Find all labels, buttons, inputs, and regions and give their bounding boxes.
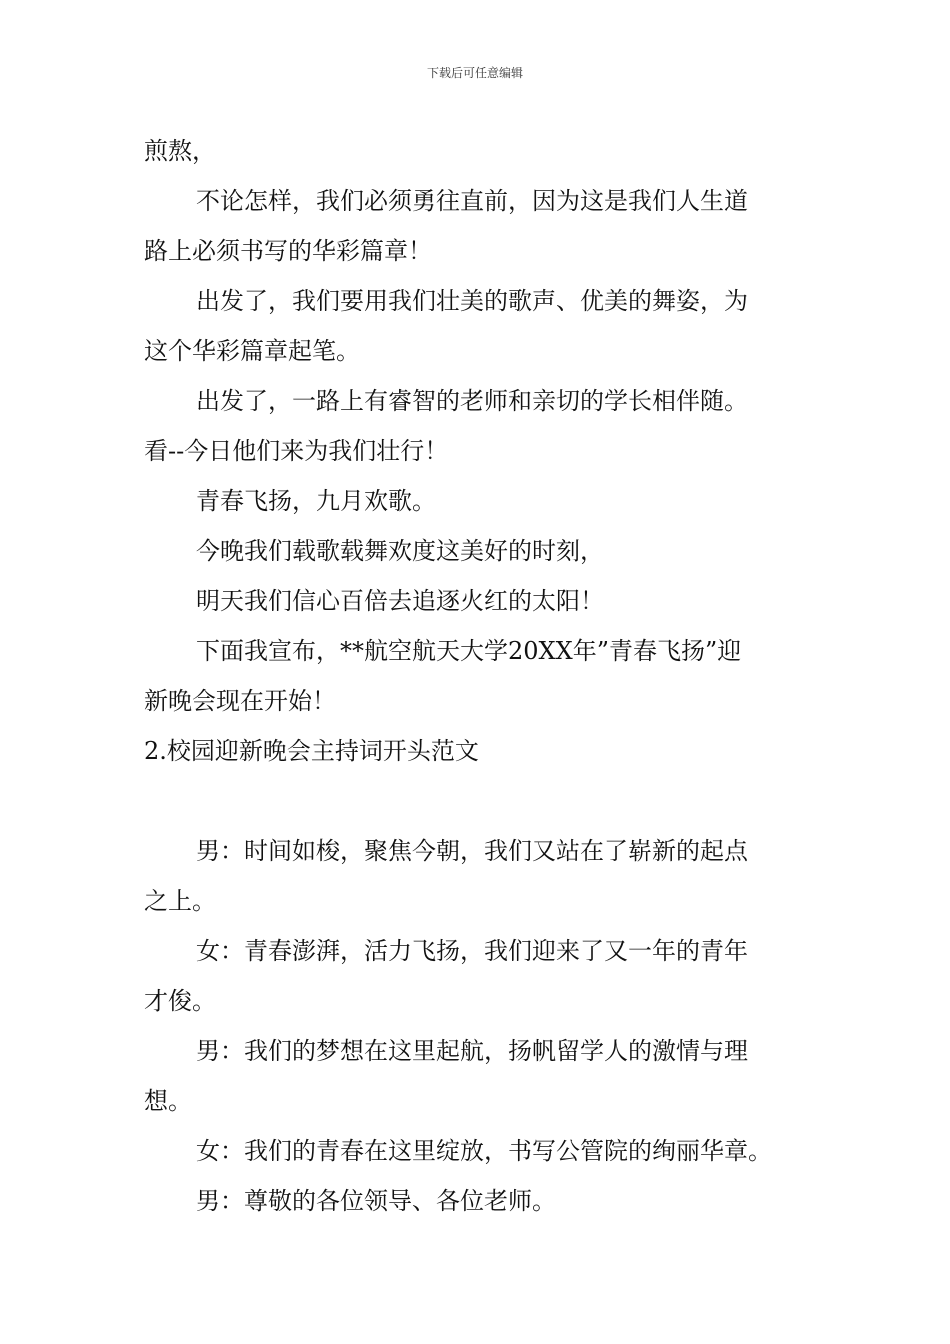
paragraph-line: 不论怎样，我们必须勇往直前，因为这是我们人生道 [196,187,748,215]
paragraph-line: 男：我们的梦想在这里起航，扬帆留学人的激情与理 [196,1037,748,1065]
paragraph-line: 今晚我们载歌载舞欢度这美好的时刻， [196,537,604,565]
paragraph-line: 才俊。 [144,987,216,1015]
paragraph-line: 这个华彩篇章起笔。 [144,337,360,365]
paragraph-line: 青春飞扬，九月欢歌。 [196,487,436,515]
blank-line [144,776,808,826]
document-body [144,126,808,1226]
paragraph-line: 路上必须书写的华彩篇章！ [144,237,432,265]
paragraph-line: 看--今日他们来为我们壮行！ [144,437,449,465]
paragraph-line: 新晚会现在开始！ [144,687,336,715]
paragraph-line: 女：我们的青春在这里绽放，书写公管院的绚丽华章。 [196,1137,772,1165]
paragraph-line: 出发了，一路上有睿智的老师和亲切的学长相伴随。 [196,387,748,415]
paragraph-line: 下面我宣布，**航空航天大学20XX年”青春飞扬”迎 [196,637,742,665]
paragraph-line: 之上。 [144,887,216,915]
paragraph-line: 想。 [144,1087,192,1115]
paragraph-line: 男：尊敬的各位领导、各位老师。 [196,1187,556,1215]
paragraph-line: 明天我们信心百倍去追逐火红的太阳！ [196,587,604,615]
paragraph-line: 煎熬， [144,137,216,165]
page-header: 下载后可任意编辑 [426,66,523,80]
paragraph-line: 女：青春澎湃，活力飞扬，我们迎来了又一年的青年 [196,937,748,965]
paragraph-line: 男：时间如梭，聚焦今朝，我们又站在了崭新的起点 [196,837,748,865]
section-heading: 2.校园迎新晚会主持词开头范文 [144,737,479,765]
paragraph-line: 出发了，我们要用我们壮美的歌声、优美的舞姿，为 [196,287,748,315]
